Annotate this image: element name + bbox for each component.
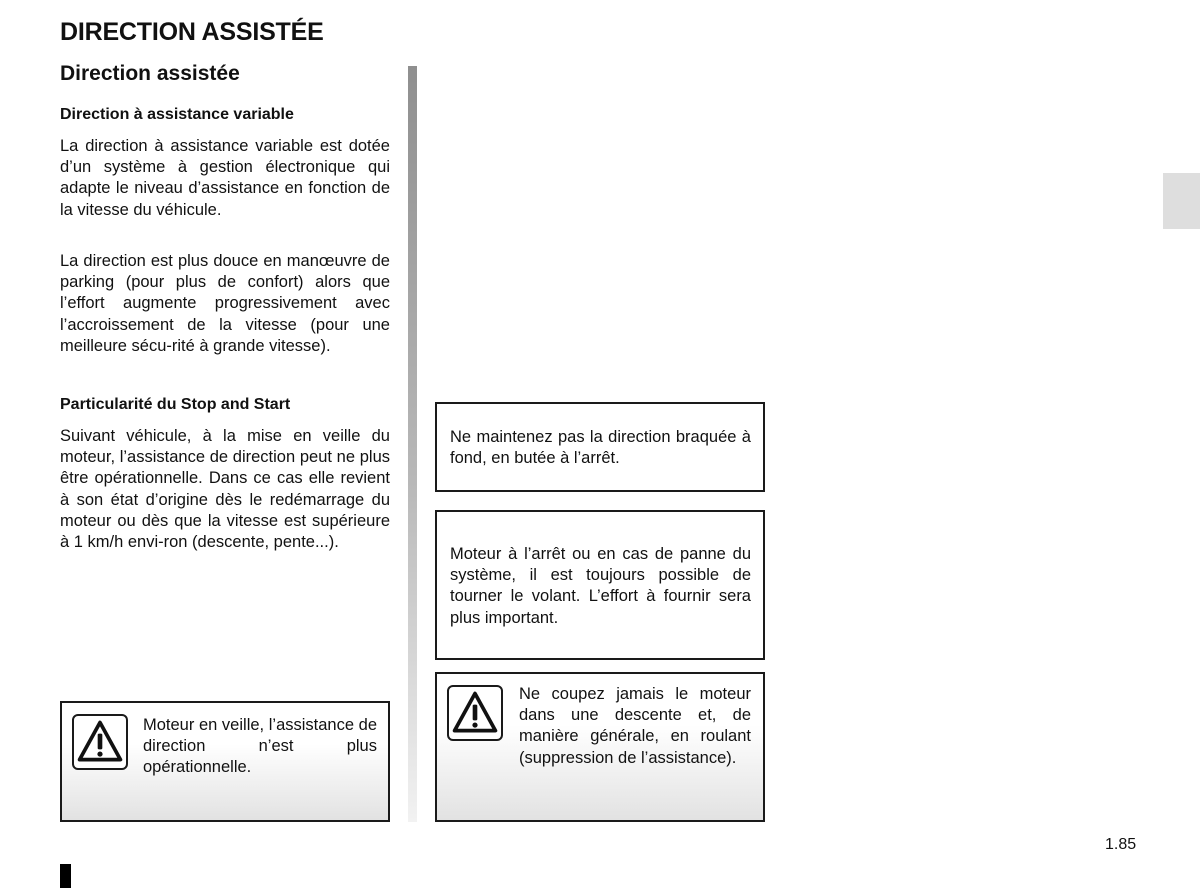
standby-warning-box bbox=[60, 701, 390, 822]
column-divider bbox=[408, 66, 417, 822]
engine-off-note-text: Moteur à l’arrêt ou en cas de panne du système, il est toujours possible de tourner le volant. L’effort à fournir sera plus important. bbox=[450, 545, 751, 627]
downhill-warning-content: Ne coupez jamais le moteur dans une descente et, de manière générale, en roulant (suppression de l’assistance). bbox=[519, 685, 751, 767]
variable-assist-paragraph-2: La direction est plus douce en manœuvre de parking (pour plus de confort) alors que l’effort augmente progressivement avec l’accroissement de la vitesse (pour une meilleure sécu-rité à grande vitesse). bbox=[60, 252, 390, 355]
downhill-warning-box bbox=[435, 672, 765, 822]
downhill-warning-text bbox=[450, 684, 751, 769]
stop-start-paragraph: Suivant véhicule, à la mise en veille du moteur, l’assistance de direction peut ne plus être opérationnelle. Dans ce cas elle revient à son état d’origine dès le redémarrage du moteur ou dès que la vitesse est supérieure à 1 km/h envi-ron (descente, pente...). bbox=[60, 427, 390, 552]
page-corner-mark bbox=[60, 864, 71, 888]
variable-assist-heading: Direction à assistance variable bbox=[60, 106, 294, 123]
full-lock-note-text: Ne maintenez pas la direction braquée à fond, en butée à l’arrêt. bbox=[450, 428, 751, 468]
page-number: 1.85 bbox=[1105, 836, 1137, 853]
full-lock-note-box bbox=[435, 402, 765, 492]
page-title: DIRECTION ASSISTÉE bbox=[60, 18, 324, 46]
engine-off-note-box bbox=[435, 510, 765, 660]
warning-triangle-icon bbox=[72, 714, 128, 770]
standby-warning-text: Moteur en veille, l’assistance de direction n’est plus opérationnelle. bbox=[143, 716, 377, 777]
chapter-tab bbox=[1163, 173, 1200, 229]
stop-start-heading: Particularité du Stop and Start bbox=[60, 396, 291, 413]
section-title: Direction assistée bbox=[60, 62, 240, 85]
variable-assist-paragraph-1: La direction à assistance variable est dotée d’un système à gestion électronique qui adapte le niveau d’assistance en fonction de la vitesse du véhicule. bbox=[60, 137, 390, 219]
icon-text-spacer bbox=[450, 684, 519, 748]
